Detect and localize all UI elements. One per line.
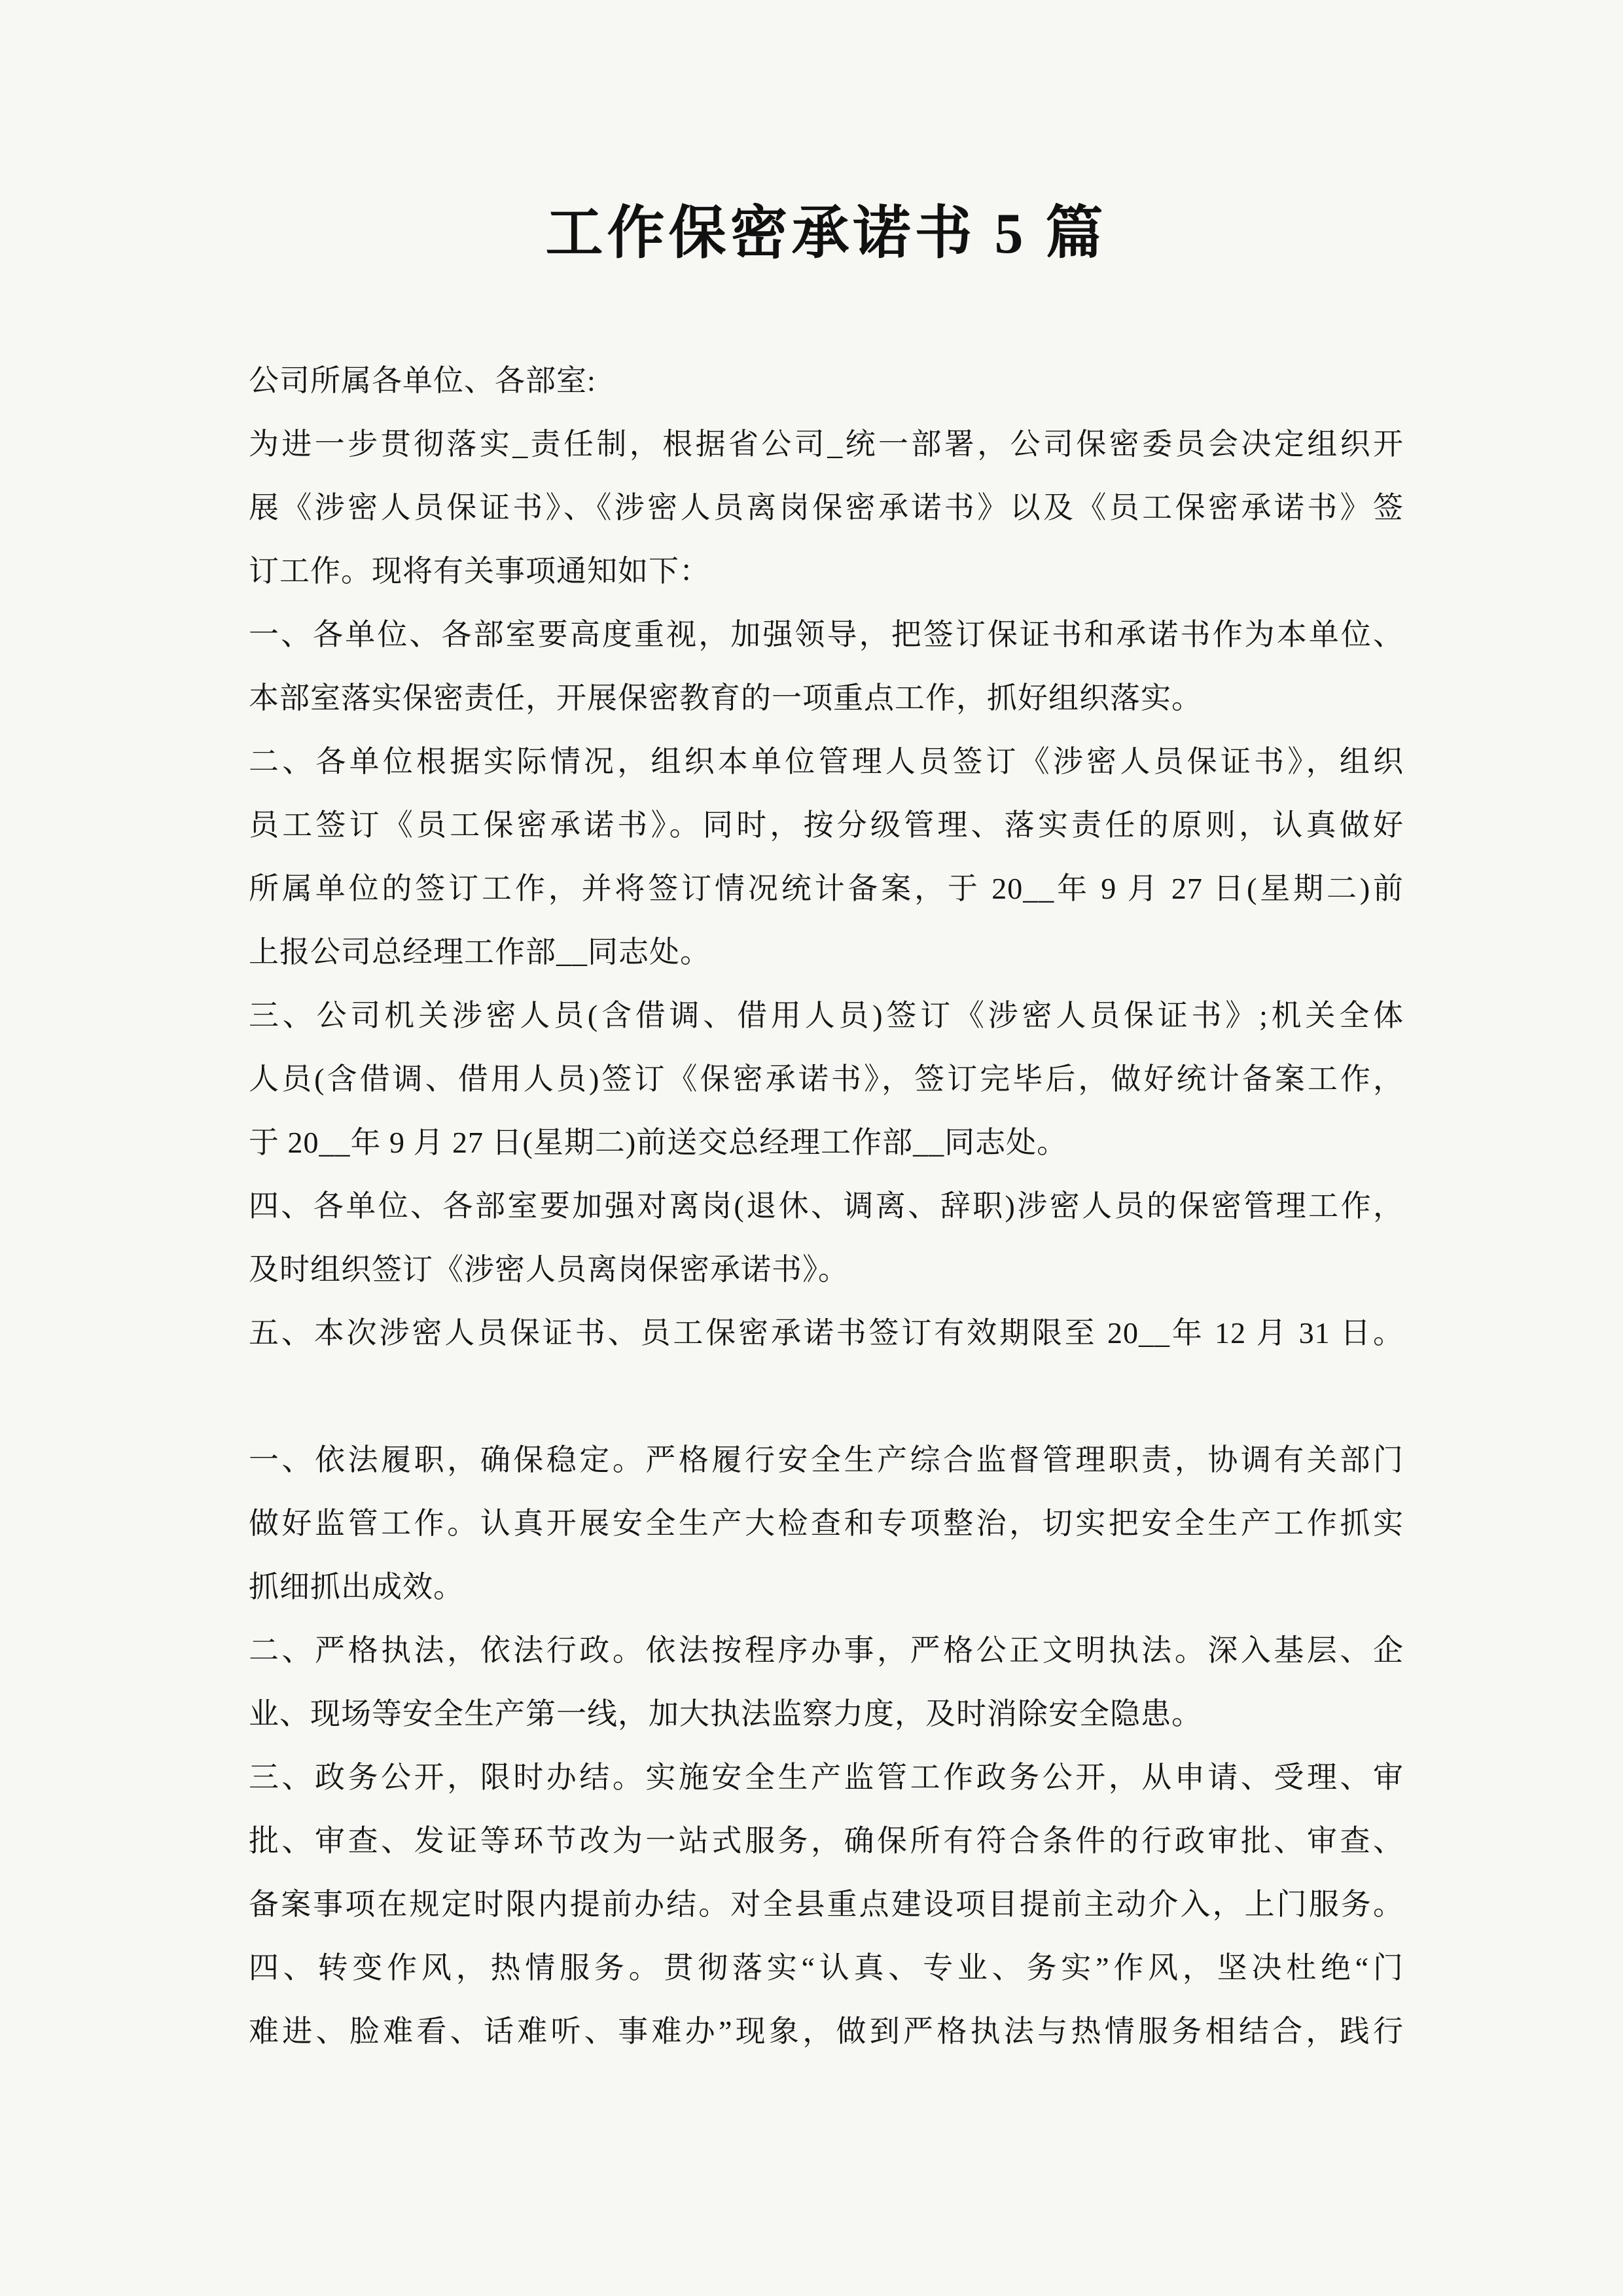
text-line: 难进、脸难看、话难听、事难办”现象，做到严格执法与热情服务相结合，践行	[249, 2015, 1404, 2048]
text-line: 二、各单位根据实际情况，组织本单位管理人员签订《涉密人员保证书》，组织	[249, 745, 1404, 778]
text-line: 本部室落实保密责任，开展保密教育的一项重点工作，抓好组织落实。	[249, 681, 1202, 715]
text-line: 于 20__年 9 月 27 日(星期二)前送交总经理工作部__同志处。	[249, 1126, 1068, 1159]
text-line: 业、现场等安全生产第一线，加大执法监察力度，及时消除安全隐患。	[249, 1697, 1202, 1731]
text-line: 二、严格执法，依法行政。依法按程序办事，严格公正文明执法。深入基层、企	[249, 1634, 1404, 1667]
text-line: 展《涉密人员保证书》、《涉密人员离岗保密承诺书》以及《员工保密承诺书》签	[249, 491, 1404, 524]
text-line: 及时组织签订《涉密人员离岗保密承诺书》。	[249, 1253, 849, 1286]
blank-line	[249, 1365, 1404, 1428]
text-line: 五、本次涉密人员保证书、员工保密承诺书签订有效期限至 20__年 12 月 31 日。	[249, 1316, 1404, 1350]
text-line: 一、各单位、各部室要高度重视，加强领导，把签订保证书和承诺书作为本单位、	[249, 618, 1404, 651]
text-line: 人员(含借调、借用人员)签订《保密承诺书》，签订完毕后，做好统计备案工作，	[249, 1062, 1404, 1096]
text-line: 订工作。现将有关事项通知如下：	[249, 554, 710, 588]
document-title: 工作保密承诺书 5 篇	[545, 202, 1107, 266]
text-line: 上报公司总经理工作部__同志处。	[249, 935, 711, 969]
text-line: 所属单位的签订工作，并将签订情况统计备案，于 20__年 9 月 27 日(星期二)前	[249, 872, 1404, 905]
text-line: 抓细抓出成效。	[249, 1570, 464, 1604]
text-line: 一、依法履职，确保稳定。严格履行安全生产综合监督管理职责，协调有关部门	[249, 1443, 1404, 1477]
text-line: 三、政务公开，限时办结。实施安全生产监管工作政务公开，从申请、受理、审	[249, 1761, 1404, 1794]
text-line: 四、转变作风，热情服务。贯彻落实“认真、专业、务实”作风，坚决杜绝“门	[249, 1951, 1404, 1984]
text-line: 公司所属各单位、各部室:	[249, 364, 596, 397]
text-line: 批、审查、发证等环节改为一站式服务，确保所有符合条件的行政审批、审查、	[249, 1824, 1404, 1857]
document-body	[249, 349, 1404, 2063]
text-line: 员工签订《员工保密承诺书》。同时，按分级管理、落实责任的原则，认真做好	[249, 808, 1404, 842]
text-line: 做好监管工作。认真开展安全生产大检查和专项整治，切实把安全生产工作抓实	[249, 1507, 1404, 1540]
text-line: 四、各单位、各部室要加强对离岗(退休、调离、辞职)涉密人员的保密管理工作，	[249, 1189, 1404, 1223]
text-line: 三、公司机关涉密人员(含借调、借用人员)签订《涉密人员保证书》;机关全体	[249, 999, 1404, 1032]
text-line: 备案事项在规定时限内提前办结。对全县重点建设项目提前主动介入，上门服务。	[249, 1888, 1404, 1921]
text-line: 为进一步贯彻落实_责任制，根据省公司_统一部署，公司保密委员会决定组织开	[249, 427, 1404, 461]
